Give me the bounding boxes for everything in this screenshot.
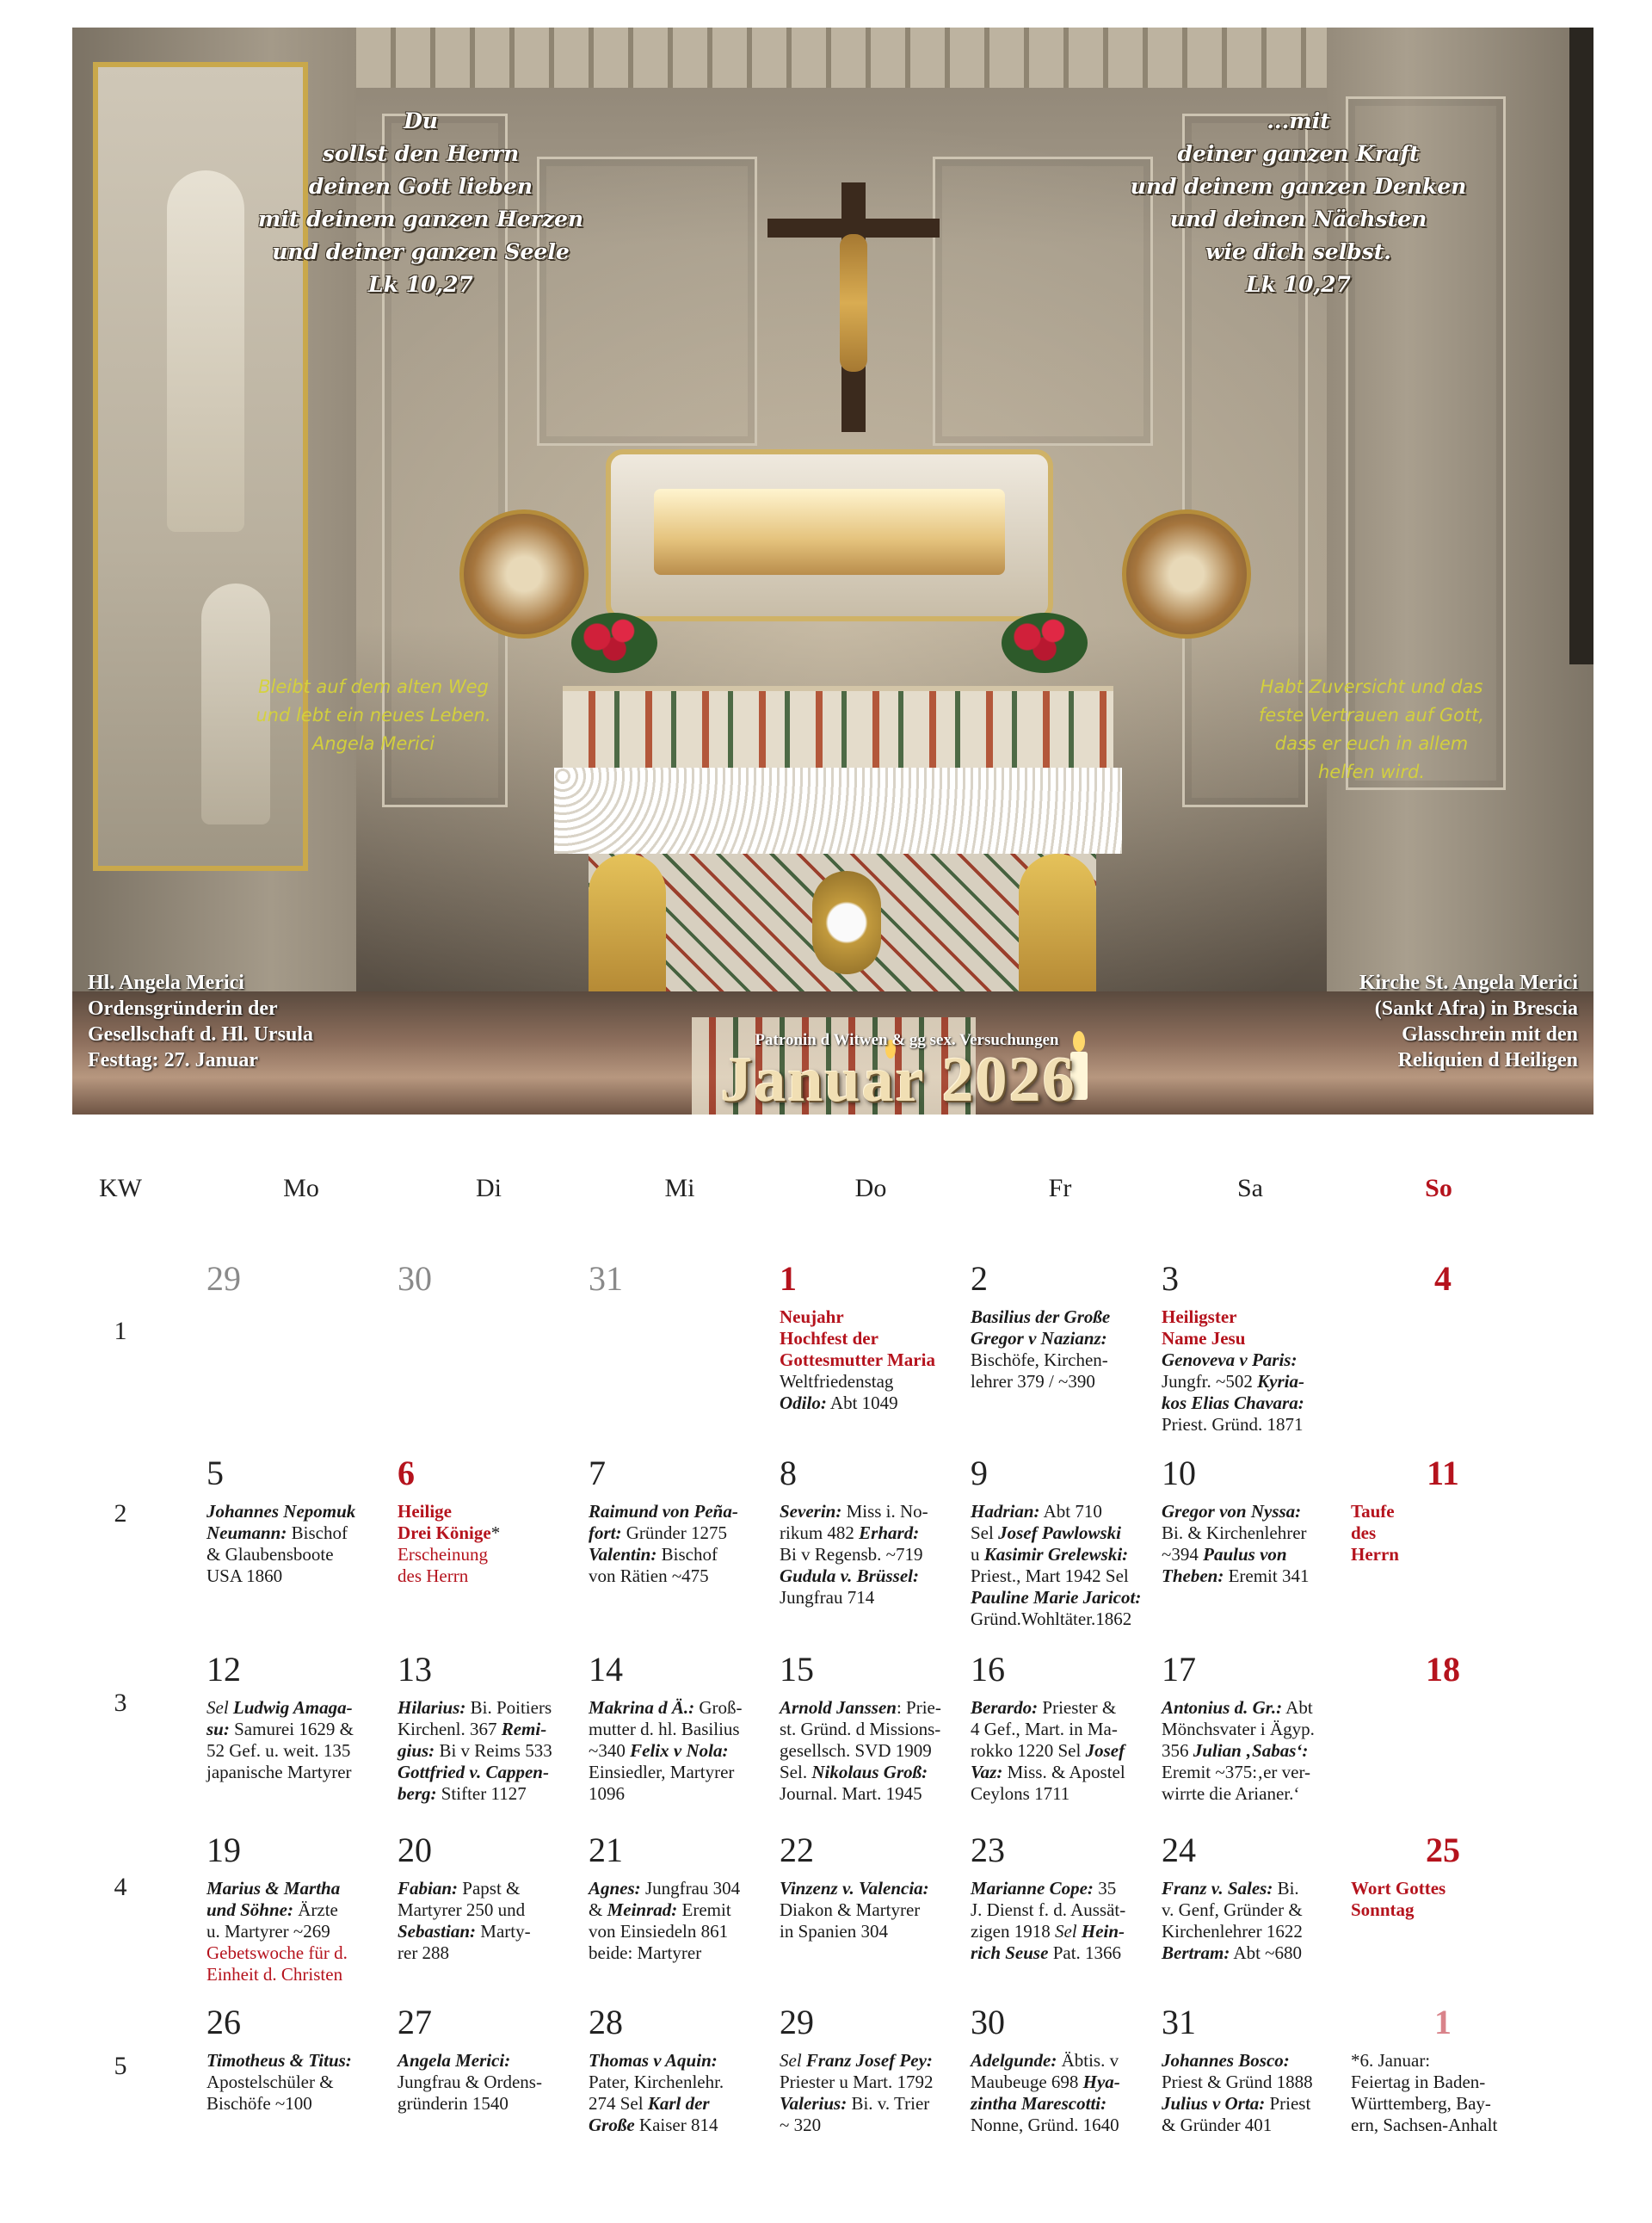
day-cell xyxy=(398,1454,589,1644)
header-kw: KW xyxy=(99,1174,142,1202)
altar-gradine xyxy=(563,686,1113,769)
day-cell xyxy=(589,1260,780,1449)
week-number: 3 xyxy=(114,1689,127,1717)
saint-entry: Sel Ludwig Amaga- su: Samurei 1629 & 52 Gef. u. weit. 135 japanische Martyrer xyxy=(206,1697,354,1782)
day-cell xyxy=(780,1651,971,1840)
saint-entry: Thomas v Aquin: Pater, Kirchenlehr. 274 Sel Karl der Große Kaiser 814 xyxy=(589,2050,724,2135)
day-number: 12 xyxy=(206,1650,241,1689)
day-number: 31 xyxy=(1162,2003,1196,2041)
saint-entry: Gregor von Nyssa: Bi. & Kirchenlehrer ~394 Paulus von Theben: Eremit 341 xyxy=(1162,1501,1310,1586)
day-number: 3 xyxy=(1162,1259,1179,1298)
day-cell xyxy=(780,1831,971,2021)
day-cell xyxy=(589,1651,780,1840)
quote-right: Habt Zuversicht und das feste Vertrauen auf Gott, dass er euch in allem helfen wird. xyxy=(1258,676,1485,782)
day-cell xyxy=(1162,1454,1353,1644)
weekday-header: So xyxy=(1425,1174,1452,1202)
pelican-medallion xyxy=(812,871,881,974)
day-number: 24 xyxy=(1162,1831,1196,1869)
saint-entry: Berardo: Priester & 4 Gef., Mart. in Ma- rokko 1220 Sel Josef Vaz: Miss. & Apostel Ceylons 1711 xyxy=(971,1697,1125,1804)
caption-left: Hl. Angela Merici Ordensgründerin der Gesellschaft d. Hl. Ursula Festtag: 27. Januar xyxy=(88,972,313,1071)
day-number: 28 xyxy=(589,2003,623,2041)
saint-entry: Neujahr Hochfest der Gottesmutter Maria Weltfriedenstag Odilo: Abt 1049 xyxy=(780,1306,935,1413)
saint-entry: Fabian: Papst & Martyrer 250 und Sebastian: Marty- rer 288 xyxy=(398,1878,531,1963)
day-number: 25 xyxy=(1426,1831,1460,1869)
day-number: 5 xyxy=(206,1454,224,1492)
saint-entry: Johannes Bosco: Priest & Gründ 1888 Julius v Orta: Priest & Gründer 401 xyxy=(1162,2050,1313,2135)
day-number: 23 xyxy=(971,1831,1005,1869)
day-number: 4 xyxy=(1434,1259,1452,1298)
saint-entry: Wort Gottes Sonntag xyxy=(1351,1878,1446,1920)
day-cell xyxy=(971,2004,1162,2193)
day-cell xyxy=(206,1260,398,1449)
month-title: Januar 2026 xyxy=(720,1045,1076,1115)
saint-entry: Makrina d Ä.: Groß- mutter d. hl. Basilius ~340 Felix v Nola: Einsiedler, Martyrer 1096 xyxy=(589,1697,743,1804)
day-cell xyxy=(1162,1260,1353,1449)
day-number: 29 xyxy=(206,1259,241,1298)
glass-shrine xyxy=(606,449,1053,621)
day-number: 19 xyxy=(206,1831,241,1869)
cornice xyxy=(356,28,1327,88)
day-cell xyxy=(398,2004,589,2193)
week-number: 4 xyxy=(114,1873,127,1901)
day-cell xyxy=(1351,1454,1542,1644)
saint-entry: Johannes Nepomuk Neumann: Bischof & Glaubensboote USA 1860 xyxy=(206,1501,356,1586)
shrine-glass xyxy=(654,489,1005,575)
day-number: 11 xyxy=(1427,1454,1459,1492)
weekday-header: Mo xyxy=(283,1174,319,1202)
flower-pot xyxy=(1002,613,1088,673)
day-number: 27 xyxy=(398,2003,432,2041)
corpus-figure xyxy=(840,234,867,372)
saint-entry: Basilius der Große Gregor v Nazianz: Bischöfe, Kirchen- lehrer 379 / ~390 xyxy=(971,1306,1111,1392)
day-number: 1 xyxy=(780,1259,797,1298)
day-number: 14 xyxy=(589,1650,623,1689)
saint-entry: Adelgunde: Äbtis. v Maubeuge 698 Hya- zintha Marescotti: Nonne, Gründ. 1640 xyxy=(971,2050,1120,2135)
day-cell xyxy=(589,1454,780,1644)
weekday-header: Sa xyxy=(1237,1174,1263,1202)
day-number: 8 xyxy=(780,1454,797,1492)
day-cell xyxy=(971,1260,1162,1449)
day-cell xyxy=(971,1651,1162,1840)
week-number: 2 xyxy=(114,1499,127,1528)
saint-entry: Raimund von Peña- fort: Gründer 1275 Valentin: Bischof von Rätien ~475 xyxy=(589,1501,738,1586)
window xyxy=(1569,28,1593,664)
day-number: 18 xyxy=(1426,1650,1460,1689)
day-number: 2 xyxy=(971,1259,988,1298)
day-number: 31 xyxy=(589,1259,623,1298)
caption-right: Kirche St. Angela Merici (Sankt Afra) in Brescia Glasschrein mit den Reliquien d Heiligen xyxy=(1359,972,1578,1071)
day-cell xyxy=(780,1454,971,1644)
day-number: 7 xyxy=(589,1454,606,1492)
header-photo xyxy=(72,28,1593,1115)
quote-left: Bleibt auf dem alten Weg und lebt ein neues Leben. Angela Merici xyxy=(256,676,491,754)
day-number: 6 xyxy=(398,1454,415,1492)
day-cell xyxy=(1162,1651,1353,1840)
day-number: 13 xyxy=(398,1650,432,1689)
day-cell xyxy=(398,1651,589,1840)
day-cell xyxy=(1351,1831,1542,2021)
day-number: 17 xyxy=(1162,1650,1196,1689)
saint-entry: Antonius d. Gr.: Abt Mönchsvater i Ägyp. 356 Julian ‚Sabas‘: Eremit ~375:‚er ver- wirrte die Arianer.‘ xyxy=(1162,1697,1315,1804)
saint-entry: Hadrian: Abt 710 Sel Josef Pawlowski u Kasimir Grelewski: Priest., Mart 1942 Sel Pauline Marie Jaricot: Gründ.Wohltäter.1862 xyxy=(971,1501,1142,1629)
saint-entry: Sel Franz Josef Pey: Priester u Mart. 1792 Valerius: Bi. v. Trier ~ 320 xyxy=(780,2050,934,2135)
week-number: 1 xyxy=(114,1317,127,1345)
saint-entry: Vinzenz v. Valencia: Diakon & Martyrer in Spanien 304 xyxy=(780,1878,929,1942)
weekday-header: Do xyxy=(854,1174,887,1202)
day-cell xyxy=(206,1651,398,1840)
day-cell xyxy=(398,1260,589,1449)
day-number: 9 xyxy=(971,1454,988,1492)
day-cell xyxy=(971,1454,1162,1644)
day-cell xyxy=(206,2004,398,2193)
saint-medallion xyxy=(1122,509,1251,639)
weekday-header: Fr xyxy=(1048,1174,1072,1202)
saint-entry: Severin: Miss i. No- rikum 482 Erhard: Bi v Regensb. ~719 Gudula v. Brüssel: Jungfrau 714 xyxy=(780,1501,928,1608)
weekday-header: Di xyxy=(476,1174,502,1202)
patronage-subtitle: Patronin d Witwen & gg sex. Versuchungen xyxy=(755,1031,1059,1049)
saint-entry: Marius & Martha und Söhne: Ärzte u. Martyrer ~269 Gebetswoche für d. Einheit d. Christen xyxy=(206,1878,348,1985)
saint-entry: Marianne Cope: 35 J. Dienst f. d. Aussät- zigen 1918 Sel Hein- rich Seuse Pat. 1366 xyxy=(971,1878,1126,1963)
day-cell xyxy=(589,2004,780,2193)
day-number: 21 xyxy=(589,1831,623,1869)
day-cell xyxy=(1351,2004,1542,2193)
day-cell xyxy=(206,1454,398,1644)
saint-entry: *6. Januar: Feiertag in Baden- Württemberg, Bay- ern, Sachsen-Anhalt xyxy=(1351,2050,1498,2135)
day-number: 15 xyxy=(780,1650,814,1689)
saint-entry: Angela Merici: Jungfrau & Ordens- gründerin 1540 xyxy=(398,2050,542,2114)
day-number: 16 xyxy=(971,1650,1005,1689)
day-cell xyxy=(1351,1651,1542,1840)
day-cell xyxy=(206,1831,398,2021)
altar-cloth xyxy=(554,768,1122,854)
day-cell xyxy=(971,1831,1162,2021)
saint-entry: Heilige Drei Könige* Erscheinung des Herrn xyxy=(398,1501,501,1586)
day-cell xyxy=(589,1831,780,2021)
week-number: 5 xyxy=(114,2052,127,2080)
weekday-header: Mi xyxy=(664,1174,695,1202)
verse-right: ...mit deiner ganzen Kraft und deinem ganzen Denken und deinen Nächsten wie dich selbst. Lk 10,27 xyxy=(1130,108,1467,297)
saint-medallion xyxy=(459,509,589,639)
saint-entry: Heiligster Name Jesu Genoveva v Paris: Jungfr. ~502 Kyria- kos Elias Chavara: Priest. Gründ. 1871 xyxy=(1162,1306,1304,1435)
saint-entry: Hilarius: Bi. Poitiers Kirchenl. 367 Remi- gius: Bi v Reims 533 Gottfried v. Cappen- berg: Stifter 1127 xyxy=(398,1697,552,1804)
saint-entry: Franz v. Sales: Bi. v. Genf, Gründer & Kirchenlehrer 1622 Bertram: Abt ~680 xyxy=(1162,1878,1303,1963)
day-number: 29 xyxy=(780,2003,814,2041)
day-number: 20 xyxy=(398,1831,432,1869)
day-cell xyxy=(780,2004,971,2193)
saint-entry: Taufe des Herrn xyxy=(1351,1501,1399,1565)
day-number: 30 xyxy=(398,1259,432,1298)
saint-entry: Arnold Janssen: Prie- st. Gründ. d Missions- gesellsch. SVD 1909 Sel. Nikolaus Groß: Journal. Mart. 1945 xyxy=(780,1697,941,1804)
saint-entry: Timotheus & Titus: Apostelschüler & Bischöfe ~100 xyxy=(206,2050,352,2114)
saint-entry: Agnes: Jungfrau 304 & Meinrad: Eremit von Einsiedeln 861 beide: Martyrer xyxy=(589,1878,741,1963)
day-number: 30 xyxy=(971,2003,1005,2041)
day-cell xyxy=(1351,1260,1542,1449)
day-cell xyxy=(398,1831,589,2021)
day-number: 22 xyxy=(780,1831,814,1869)
day-cell xyxy=(780,1260,971,1449)
day-cell xyxy=(1162,2004,1353,2193)
verse-left: Du sollst den Herrn deinen Gott lieben mit deinem ganzen Herzen und deiner ganzen Seele Lk 10,27 xyxy=(257,108,584,297)
day-number: 10 xyxy=(1162,1454,1196,1492)
day-number: 1 xyxy=(1434,2003,1452,2041)
day-number: 26 xyxy=(206,2003,241,2041)
flower-pot xyxy=(571,613,657,673)
day-cell xyxy=(1162,1831,1353,2021)
